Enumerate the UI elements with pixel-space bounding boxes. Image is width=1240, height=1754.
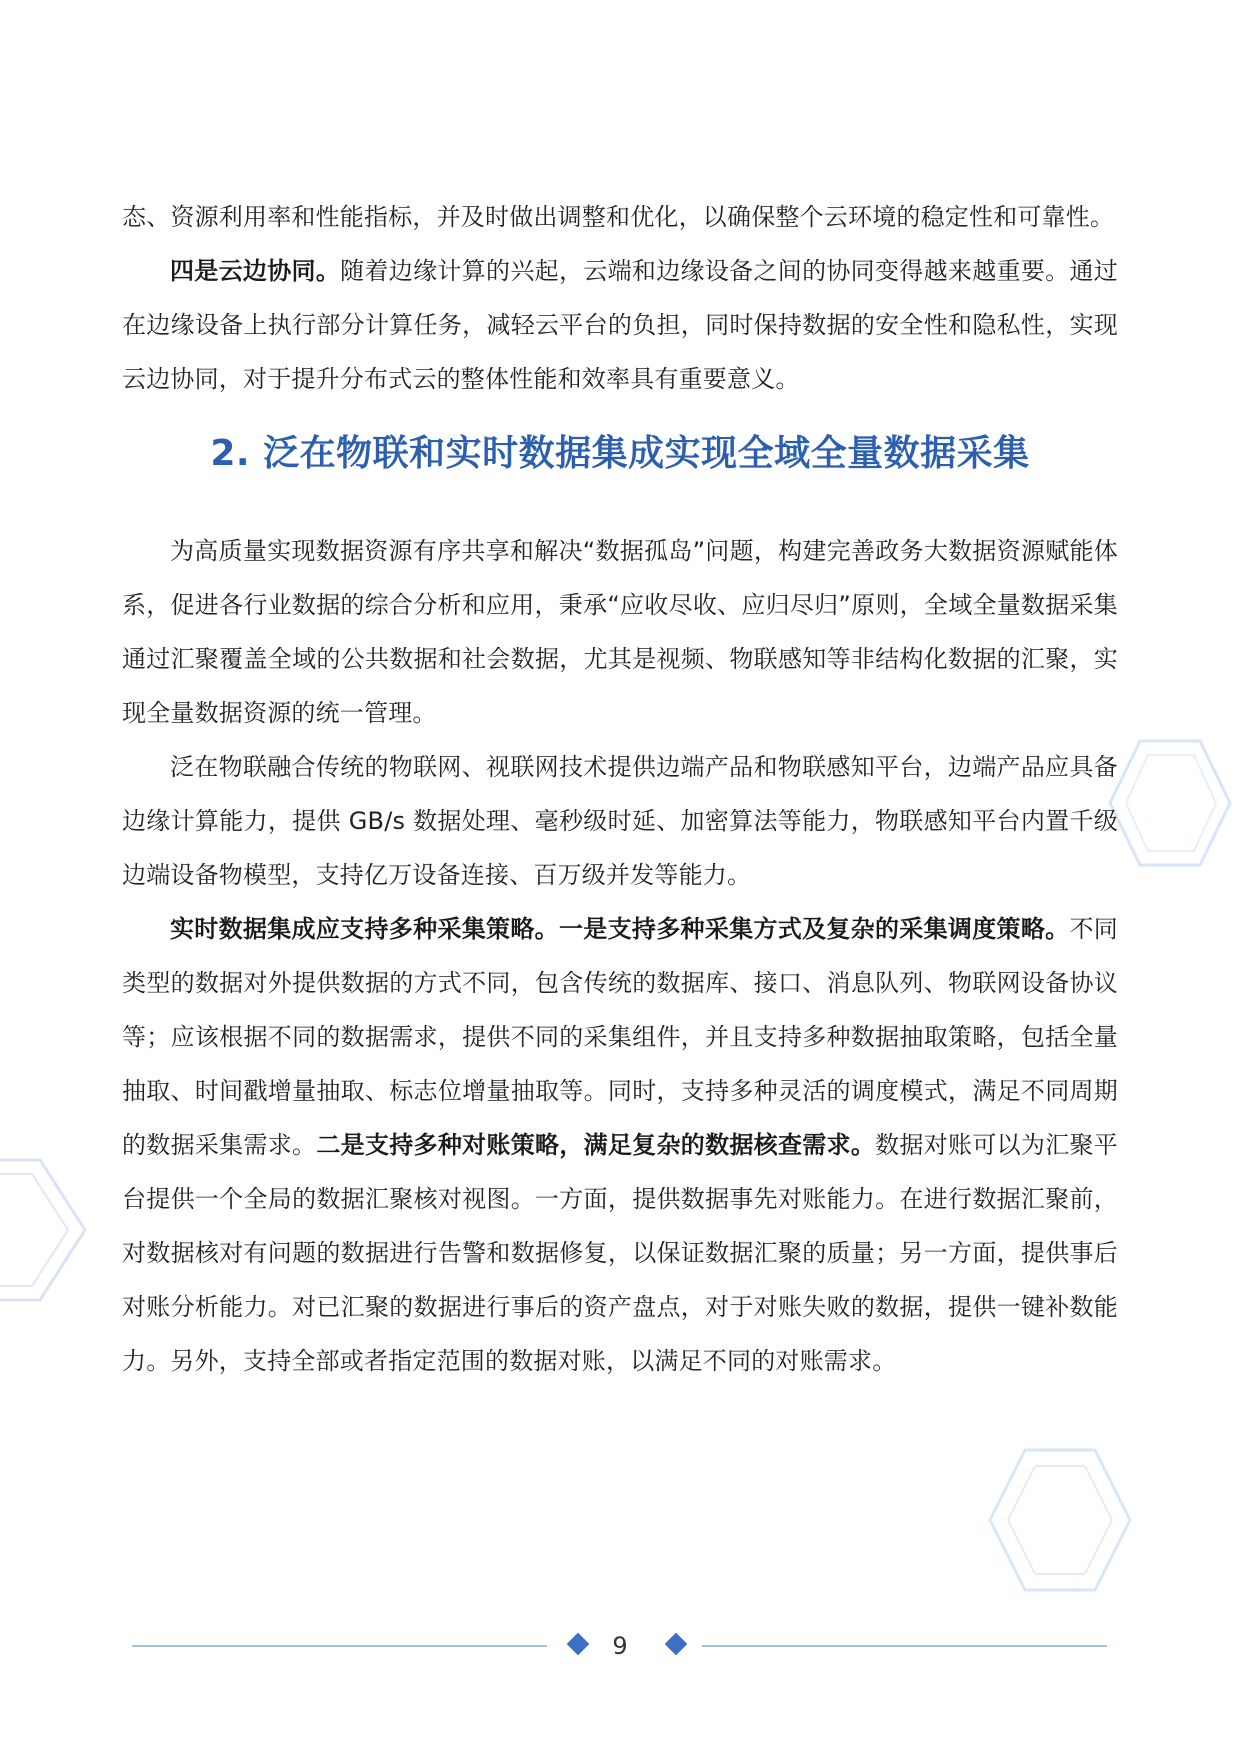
cloud-edge-text: 随着边缘计算的兴起，云端和边缘设备之间的协同变得越来越重要。通过在边缘设备上执行部分计算任务，减轻云平台的负担，同时保持数据的安全性和隐私性，实现云边协同，对于提升分布式云的整体性能和效率具有重要意义。 xyxy=(122,257,1118,393)
page-body xyxy=(122,190,1118,1388)
realtime-text-2: 数据对账可以为汇聚平台提供一个全局的数据汇聚核对视图。一方面，提供数据事先对账能力。在进行数据汇聚前，对数据核对有问题的数据进行告警和数据修复，以保证数据汇聚的质量；另一方面，提供事后对账分析能力。对已汇聚的数据进行事后的资产盘点，对于对账失败的数据，提供一键补数能力。另外，支持全部或者指定范围的数据对账，以满足不同的对账需求。 xyxy=(122,1131,1118,1375)
cloud-edge-paragraph xyxy=(122,244,1118,406)
realtime-lead: 实时数据集成应支持多种采集策略。一是支持多种采集方式及复杂的采集调度策略。 xyxy=(170,915,1070,943)
diamond-right-icon xyxy=(665,1633,688,1656)
footer-rule-right xyxy=(702,1645,1107,1647)
iot-paragraph xyxy=(122,740,1118,902)
hexagon-decoration-left-icon xyxy=(0,1150,110,1310)
page-number: 9 xyxy=(612,1632,628,1660)
continuation-text: 态、资源利用率和性能指标，并及时做出调整和优化，以确保整个云环境的稳定性和可靠性。 xyxy=(122,203,1115,231)
intro-text: 为高质量实现数据资源有序共享和解决“数据孤岛”问题，构建完善政务大数据资源赋能体系，促进各行业数据的综合分析和应用，秉承“应收尽收、应归尽归”原则，全域全量数据采集通过汇聚覆盖全域的公共数据和社会数据，尤其是视频、物联感知等非结构化数据的汇聚，实现全量数据资源的统一管理。 xyxy=(122,537,1118,727)
continuation-paragraph xyxy=(122,190,1118,244)
realtime-text-1: 不同类型的数据对外提供数据的方式不同，包含传统的数据库、接口、消息队列、物联网设备协议等；应该根据不同的数据需求，提供不同的采集组件，并且支持多种数据抽取策略，包括全量抽取、时间戳增量抽取、标志位增量抽取等。同时，支持多种灵活的调度模式，满足不同周期的数据采集需求。 xyxy=(122,915,1118,1159)
realtime-bold-mid: 二是支持多种对账策略，满足复杂的数据核查需求。 xyxy=(316,1131,876,1159)
intro-paragraph xyxy=(122,524,1118,740)
hexagon-decoration-right-icon xyxy=(1100,735,1240,875)
realtime-paragraph xyxy=(122,902,1118,1388)
footer-rule-left xyxy=(132,1645,547,1647)
page-footer xyxy=(122,1626,1118,1666)
diamond-left-icon xyxy=(567,1633,590,1656)
iot-text: 泛在物联融合传统的物联网、视联网技术提供边端产品和物联感知平台，边端产品应具备边缘计算能力，提供 GB/s 数据处理、毫秒级时延、加密算法等能力，物联感知平台内置千级边端设备物模型，支持亿万设备连接、百万级并发等能力。 xyxy=(122,753,1118,889)
hexagon-decoration-bottom-icon xyxy=(980,1440,1140,1600)
section-heading: 2. 泛在物联和实时数据集成实现全域全量数据采集 xyxy=(210,433,1030,474)
cloud-edge-lead: 四是云边协同。 xyxy=(170,257,341,285)
